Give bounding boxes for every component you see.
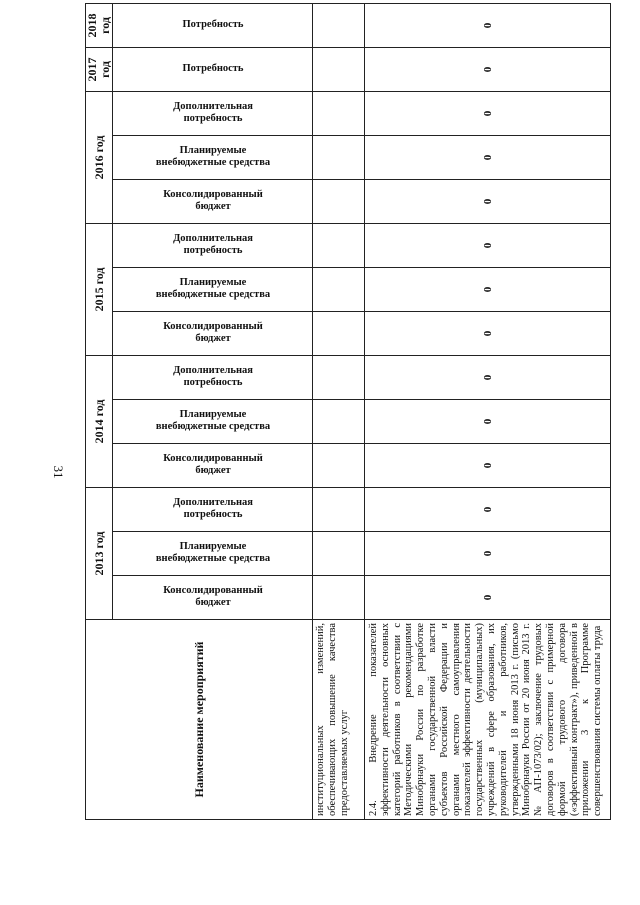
row-value-cell (313, 443, 365, 487)
subheader-planned-extrabudgetary: Планируемые внебюджетные средства (113, 399, 313, 443)
subheader-additional-need: Дополнительная потребность (113, 487, 313, 531)
row-value-cell (313, 91, 365, 135)
header-year-2018: 2018 год (86, 3, 113, 47)
row-value-cell: 0 (365, 399, 611, 443)
row-value-cell (313, 135, 365, 179)
row-value-cell (313, 311, 365, 355)
subheader-planned-extrabudgetary: Планируемые внебюджетные средства (113, 135, 313, 179)
subheader-consolidated-budget: Консолидированный бюджет (113, 576, 313, 620)
row-value-cell (313, 267, 365, 311)
row-value-cell (313, 179, 365, 223)
row-value-cell (313, 487, 365, 531)
row-value-cell: 0 (365, 532, 611, 576)
subheader-planned-extrabudgetary: Планируемые внебюджетные средства (113, 532, 313, 576)
row-value-cell: 0 (365, 179, 611, 223)
funding-table (85, 3, 611, 820)
table-row (365, 3, 611, 819)
row-value-cell: 0 (365, 311, 611, 355)
subheader-additional-need: Дополнительная потребность (113, 91, 313, 135)
header-event-name: Наименование мероприятий (86, 620, 313, 820)
header-year-2015: 2015 год (86, 223, 113, 355)
row-value-cell: 0 (365, 91, 611, 135)
table-row (313, 3, 365, 819)
row-value-cell: 0 (365, 355, 611, 399)
row-value-cell (313, 223, 365, 267)
row-value-cell (313, 47, 365, 91)
subheader-consolidated-budget: Консолидированный бюджет (113, 443, 313, 487)
header-year-2017: 2017 год (86, 47, 113, 91)
row-event-name: 2.4. Внедрение показателей эффективности деятельности основных категорий работников в соответствии с Методическими рекомендациями Минобрнауки России по разработке органами государственной власти субъектов Российской Федерации и органами местного самоуправления показателей эффективности деятельности государственных (муниципальных) учреждений в сфере образования, их руководителей и работников, утвержденными 18 июня 2013 г. (письмо Минобрнауки России от 20 июня 2013 г. № АП-1073/02); заключение трудовых договоров в соответствии с примерной формой трудового договора («эффективный контракт»), приведенной в приложении 3 к Программе совершенствования системы оплаты труда (365, 620, 611, 820)
row-value-cell: 0 (365, 223, 611, 267)
row-value-cell: 0 (365, 267, 611, 311)
row-value-cell (313, 3, 365, 47)
row-value-cell (313, 532, 365, 576)
header-year-2016: 2016 год (86, 91, 113, 223)
row-value-cell: 0 (365, 443, 611, 487)
row-value-cell (313, 355, 365, 399)
subheader-additional-need: Дополнительная потребность (113, 223, 313, 267)
header-year-2014: 2014 год (86, 355, 113, 487)
subheader-need-2017: Потребность (113, 47, 313, 91)
subheader-consolidated-budget: Консолидированный бюджет (113, 179, 313, 223)
page-number: 31 (51, 465, 66, 479)
row-value-cell (313, 576, 365, 620)
row-value-cell: 0 (365, 135, 611, 179)
rotated-table-container (85, 13, 611, 820)
subheader-additional-need: Дополнительная потребность (113, 355, 313, 399)
subheader-consolidated-budget: Консолидированный бюджет (113, 311, 313, 355)
subheader-need-2018: Потребность (113, 3, 313, 47)
row-value-cell: 0 (365, 487, 611, 531)
header-year-2013: 2013 год (86, 487, 113, 619)
row-value-cell: 0 (365, 3, 611, 47)
row-event-name: институциональных изменений, обеспечивающих повышение качества предоставляемых услуг (313, 620, 365, 820)
row-value-cell: 0 (365, 47, 611, 91)
row-value-cell (313, 399, 365, 443)
row-value-cell: 0 (365, 576, 611, 620)
subheader-planned-extrabudgetary: Планируемые внебюджетные средства (113, 267, 313, 311)
